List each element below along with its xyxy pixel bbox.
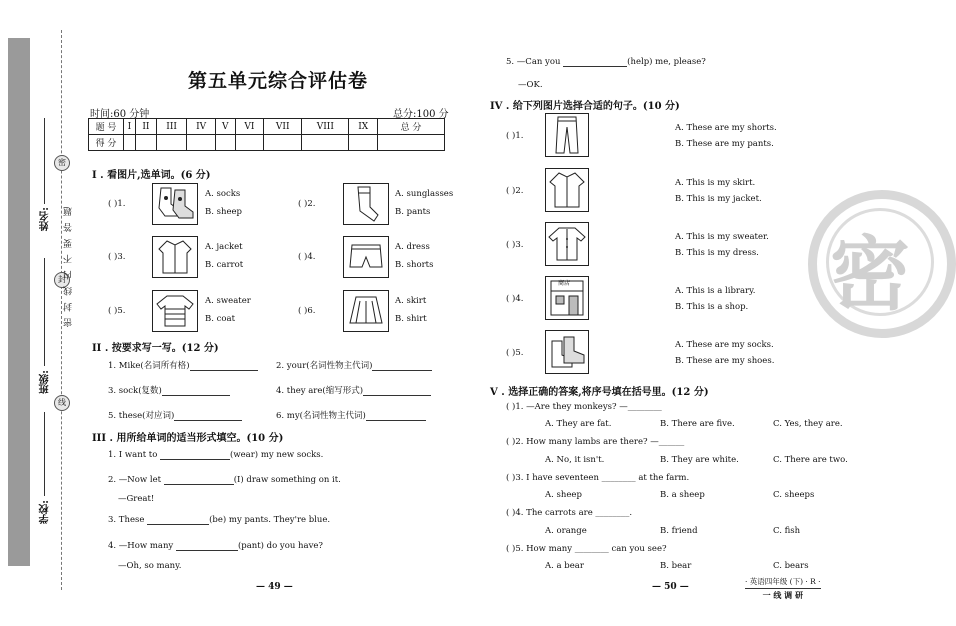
s1-item-6-b: B. shirt xyxy=(395,314,427,324)
s4-item-2-a: A. This is my skirt. xyxy=(675,178,756,188)
name-line[interactable] xyxy=(44,118,45,204)
s5-item-1-a: A. They are fat. xyxy=(545,419,612,429)
s3-item-3 xyxy=(108,515,330,525)
s4-item-2-b: B. This is my jacket. xyxy=(675,194,762,204)
s3-item-3-post: (be) my pants. They're blue. xyxy=(209,515,331,525)
answer-blank[interactable] xyxy=(147,524,209,525)
s1-item-3-a: A. jacket xyxy=(205,242,243,252)
s1-item-2-a: A. sunglasses xyxy=(395,189,454,199)
section-5-title: V . 选择正确的答案,将序号填在括号里。(12 分) xyxy=(490,387,709,398)
score-cell[interactable] xyxy=(216,135,235,151)
s3-item-4 xyxy=(108,541,323,551)
s5-item-4-b: B. friend xyxy=(660,526,698,536)
jacket-icon xyxy=(152,236,198,278)
s4-item-3-a: A. This is my sweater. xyxy=(675,232,769,242)
s5-item-4-c: C. fish xyxy=(773,526,801,536)
s5-item-2-a: A. No, it isn't. xyxy=(545,455,605,465)
s5-item-4-question[interactable]: ( )4. The carrots are ________. xyxy=(506,508,633,518)
sweater-icon xyxy=(152,290,198,332)
answer-blank[interactable] xyxy=(372,370,432,371)
s1-item-4-b: B. shorts xyxy=(395,260,434,270)
class-line[interactable] xyxy=(44,258,45,366)
s4-item-1-b: B. These are my pants. xyxy=(675,139,774,149)
s5-item-3-question[interactable]: ( )3. I have seventeen ________ at the farm. xyxy=(506,473,690,483)
s5-item-2-b: B. They are white. xyxy=(660,455,739,465)
score-header-cell: VIII xyxy=(302,119,349,135)
s5-item-3-a: A. sheep xyxy=(545,490,582,500)
s1-item-4-num[interactable]: ( )4. xyxy=(298,252,316,262)
s2-item-3 xyxy=(108,384,230,396)
score-row xyxy=(89,135,445,151)
s1-item-1-num[interactable]: ( )1. xyxy=(108,199,126,209)
s1-item-4-a: A. dress xyxy=(395,242,430,252)
score-header-cell: 题 号 xyxy=(89,119,124,135)
s3-item-5-pre: 5. —Can you xyxy=(506,57,561,67)
s3-item-4-pre: 4. —How many xyxy=(108,541,174,551)
skirt-icon xyxy=(343,290,389,332)
sock-icon xyxy=(343,183,389,225)
seal-warning: 密 封 线 内 不 要 答 题 xyxy=(64,205,74,328)
stamp-char: 密 xyxy=(830,228,910,321)
s4-item-4-b: B. This is a shop. xyxy=(675,302,749,312)
s4-item-5-num[interactable]: ( )5. xyxy=(506,348,524,358)
s4-item-4-num[interactable]: ( )4. xyxy=(506,294,524,304)
s2-item-6-text: 6. my(名词性物主代词) xyxy=(276,411,366,421)
s2-item-1-text: 1. Mike(名词所有格) xyxy=(108,361,190,371)
answer-blank[interactable] xyxy=(366,420,426,421)
total-label: 总分:100 分 xyxy=(393,109,449,120)
s2-item-4-text: 4. they are(缩写形式) xyxy=(276,386,364,396)
s5-item-1-c: C. Yes, they are. xyxy=(773,419,843,429)
score-header-cell: 总 分 xyxy=(378,119,445,135)
score-cell[interactable] xyxy=(349,135,378,151)
s1-item-5-num[interactable]: ( )5. xyxy=(108,306,126,316)
score-header-cell: IX xyxy=(349,119,378,135)
s5-item-4-a: A. orange xyxy=(545,526,587,536)
shorts-icon xyxy=(343,236,389,278)
score-table xyxy=(88,118,445,151)
s3-item-4-post: (pant) do you have? xyxy=(237,541,323,551)
s2-item-6 xyxy=(276,409,426,421)
answer-blank[interactable] xyxy=(176,550,238,551)
sweater-icon xyxy=(545,222,589,266)
s1-item-5-a: A. sweater xyxy=(205,296,251,306)
page-number-left: — 49 — xyxy=(256,582,293,592)
s1-item-2-b: B. pants xyxy=(395,207,431,217)
s2-item-5 xyxy=(108,409,242,421)
s5-item-5-a: A. a bear xyxy=(545,561,584,571)
score-header-cell: III xyxy=(156,119,186,135)
s5-item-2-c: C. There are two. xyxy=(773,455,848,465)
s4-item-1-num[interactable]: ( )1. xyxy=(506,131,524,141)
section-2-title: II . 按要求写一写。(12 分) xyxy=(92,343,219,354)
binding-strip xyxy=(8,38,30,566)
s3-item-2-reply: —Great! xyxy=(118,494,155,504)
section-4-title: IV . 给下列图片选择合适的句子。(10 分) xyxy=(490,101,680,112)
score-header-row xyxy=(89,119,445,135)
section-3-title: III . 用所给单词的适当形式填空。(10 分) xyxy=(92,433,284,444)
s2-item-2 xyxy=(276,359,432,371)
score-header-cell: II xyxy=(135,119,156,135)
s4-item-3-num[interactable]: ( )3. xyxy=(506,240,524,250)
s5-item-2-question[interactable]: ( )2. How many lambs are there? —______ xyxy=(506,437,685,447)
s5-item-5-b: B. bear xyxy=(660,561,692,571)
s5-item-3-b: B. a sheep xyxy=(660,490,705,500)
s4-item-2-num[interactable]: ( )2. xyxy=(506,186,524,196)
score-row-label: 得 分 xyxy=(89,135,124,151)
score-header-cell: IV xyxy=(187,119,216,135)
score-header-cell: I xyxy=(124,119,136,135)
s4-item-5-a: A. These are my socks. xyxy=(675,340,774,350)
answer-blank[interactable] xyxy=(164,484,234,485)
score-cell[interactable] xyxy=(135,135,156,151)
score-cell[interactable] xyxy=(378,135,445,151)
s3-item-1-post: (wear) my new socks. xyxy=(230,450,324,460)
s5-item-5-c: C. bears xyxy=(773,561,809,571)
seal-circle-2: 封 xyxy=(54,272,70,288)
answer-blank[interactable] xyxy=(162,395,230,396)
s3-item-1 xyxy=(108,450,323,460)
s2-item-1 xyxy=(108,359,258,371)
s1-item-1-b: B. sheep xyxy=(205,207,242,217)
name-label: 姓名: xyxy=(40,207,51,231)
s5-item-3-c: C. sheeps xyxy=(773,490,815,500)
s4-item-1-a: A. These are my shorts. xyxy=(675,123,777,133)
school-line[interactable] xyxy=(44,412,45,496)
page-title: 第五单元综合评估卷 xyxy=(188,70,369,92)
answer-blank[interactable] xyxy=(160,459,230,460)
s2-item-3-text: 3. sock(复数) xyxy=(108,386,162,396)
s5-item-1-b: B. There are five. xyxy=(660,419,735,429)
s3-item-2-post: (I) draw something on it. xyxy=(233,475,341,485)
pants-icon xyxy=(545,113,589,157)
time-label: 时间:60 分钟 xyxy=(90,109,150,120)
s3-item-2-pre: 2. —Now let xyxy=(108,475,162,485)
s1-item-5-b: B. coat xyxy=(205,314,236,324)
footer-label xyxy=(745,576,821,601)
score-cell[interactable] xyxy=(187,135,216,151)
answer-blank[interactable] xyxy=(174,420,242,421)
stamp-watermark xyxy=(790,180,910,350)
s3-item-5 xyxy=(506,57,706,67)
s1-item-2-num[interactable]: ( )2. xyxy=(298,199,316,209)
shop-sign-text: 商店 xyxy=(558,280,571,287)
score-cell[interactable] xyxy=(156,135,186,151)
school-label: 学校: xyxy=(40,500,51,524)
s5-item-5-question[interactable]: ( )5. How many ________ can you see? xyxy=(506,544,667,554)
s3-item-3-pre: 3. These xyxy=(108,515,145,525)
page-number-right: — 50 — xyxy=(652,582,689,592)
s4-item-5-b: B. These are my shoes. xyxy=(675,356,775,366)
s2-item-2-text: 2. your(名词性物主代词) xyxy=(276,361,373,371)
jacket-icon xyxy=(545,168,589,212)
s1-item-3-num[interactable]: ( )3. xyxy=(108,252,126,262)
score-header-cell: VII xyxy=(264,119,302,135)
section-1-title: I . 看图片,选单词。(6 分) xyxy=(92,170,211,181)
s3-item-2 xyxy=(108,475,341,485)
score-header-cell: VI xyxy=(235,119,264,135)
s4-item-4-a: A. This is a library. xyxy=(675,286,756,296)
s2-item-5-text: 5. these(对应词) xyxy=(108,411,175,421)
s1-item-3-b: B. carrot xyxy=(205,260,244,270)
s3-item-1-pre: 1. I want to xyxy=(108,450,158,460)
s4-item-3-b: B. This is my dress. xyxy=(675,248,759,258)
answer-blank[interactable] xyxy=(363,395,431,396)
shoes-icon xyxy=(545,330,589,374)
score-cell[interactable] xyxy=(124,135,136,151)
score-header-cell: V xyxy=(216,119,235,135)
s5-item-1-question[interactable]: ( )1. —Are they monkeys? —________ xyxy=(506,402,662,412)
s1-item-6-a: A. skirt xyxy=(395,296,427,306)
socks-icon xyxy=(152,183,198,225)
s3-item-5-reply: —OK. xyxy=(518,80,543,90)
score-cell[interactable] xyxy=(235,135,264,151)
seal-circle-1: 密 xyxy=(54,155,70,171)
seal-circle-3: 线 xyxy=(54,395,70,411)
answer-blank[interactable] xyxy=(190,370,258,371)
s3-item-5-post: (help) me, please? xyxy=(627,57,706,67)
answer-blank[interactable] xyxy=(563,66,627,67)
score-cell[interactable] xyxy=(302,135,349,151)
s2-item-4 xyxy=(276,384,431,396)
s1-item-6-num[interactable]: ( )6. xyxy=(298,306,316,316)
footer-line-2: 一 线 调 研 xyxy=(762,590,803,600)
score-cell[interactable] xyxy=(264,135,302,151)
s3-item-4-reply: —Oh, so many. xyxy=(118,561,182,571)
footer-line-1: · 英语四年级 (下) · R · xyxy=(745,576,821,589)
s1-item-1-a: A. socks xyxy=(205,189,241,199)
class-label: 班级: xyxy=(40,370,51,394)
